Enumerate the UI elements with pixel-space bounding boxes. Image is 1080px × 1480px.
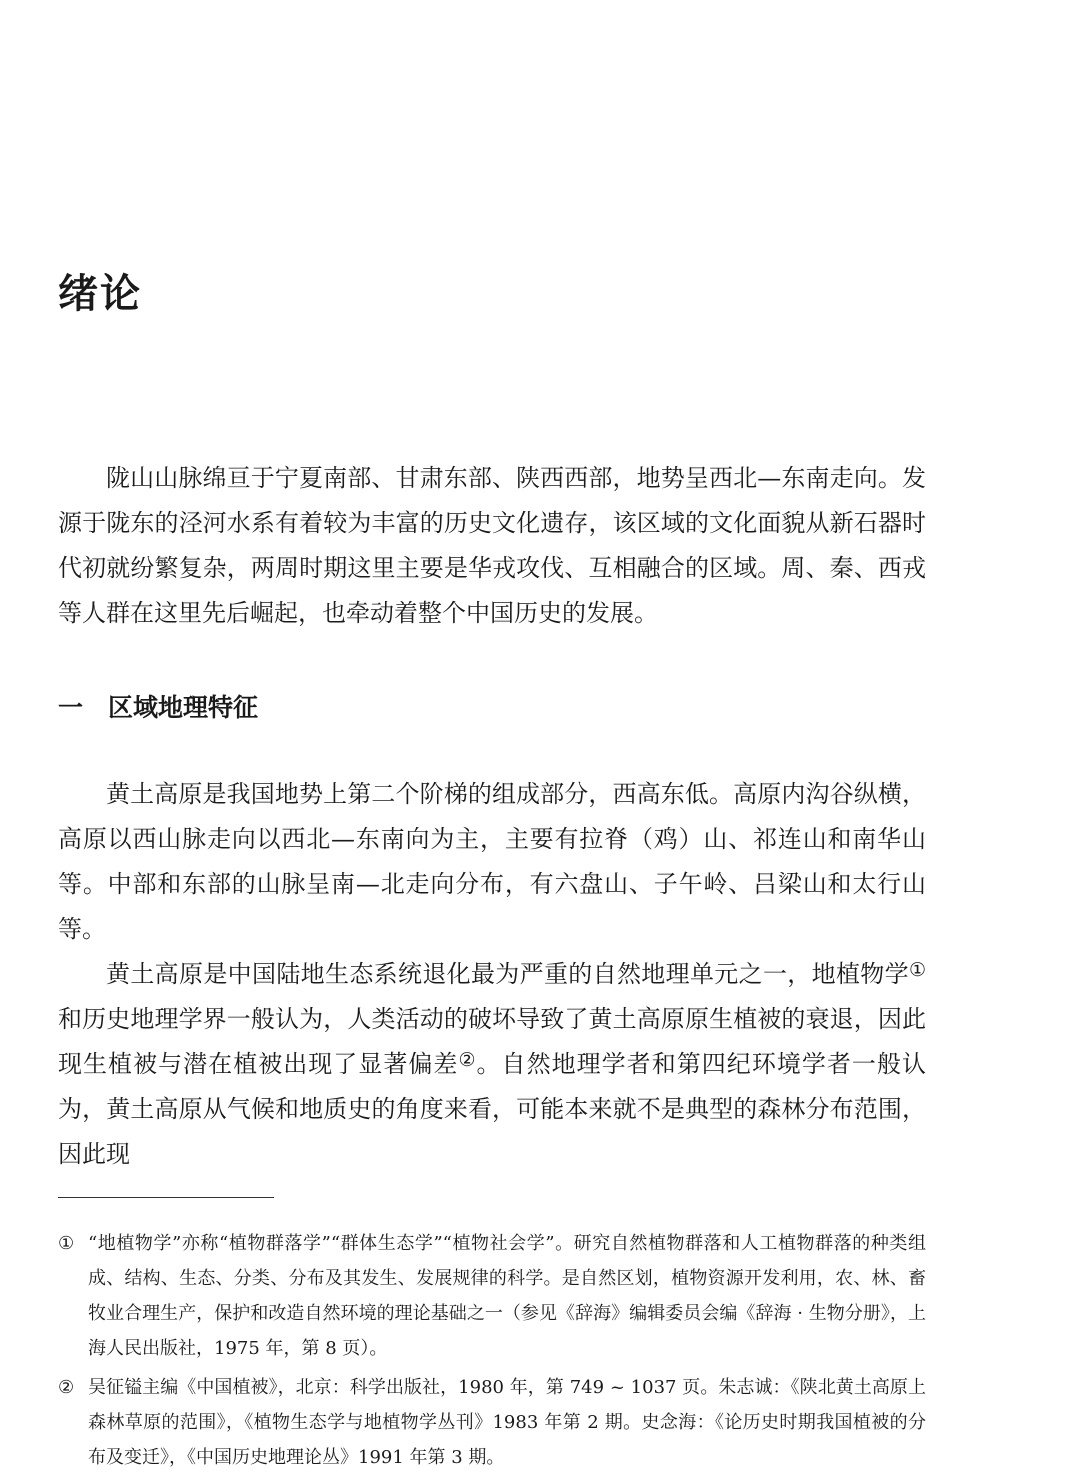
paragraph-text: 和历史地理学界一般认为，人类活动的破坏导致了黄土高原原生植被的衰退，因此现生植被与潜在植被出现了显著偏差 <box>58 1005 926 1078</box>
footnote-ref-1[interactable]: ① <box>908 959 926 981</box>
footnotes <box>58 1226 926 1479</box>
section-body <box>58 772 926 1177</box>
body-paragraph <box>58 952 926 1177</box>
body-paragraph: 黄土高原是我国地势上第二个阶梯的组成部分，西高东低。高原内沟谷纵横，高原以西山脉走向以西北—东南向为主，主要有拉脊（鸡）山、祁连山和南华山等。中部和东部的山脉呈南—北走向分布，有六盘山、子午岭、吕梁山和太行山等。 <box>58 780 926 943</box>
section-number: 一 <box>58 693 84 722</box>
intro-section <box>58 456 926 636</box>
paragraph-text: 。自然地理学者和第四纪环境学者一般认为，黄土高原从气候和地质史的角度来看，可能本来就不是典型的森林分布范围，因此现 <box>58 1050 926 1168</box>
footnote-2 <box>58 1370 926 1475</box>
chapter-title: 绪论 <box>58 271 142 317</box>
paragraph-text: 黄土高原是中国陆地生态系统退化最为严重的自然地理单元之一，地植物学 <box>106 960 909 988</box>
footnote-marker: ① <box>58 1233 75 1254</box>
section-heading <box>58 688 258 728</box>
footnote-marker: ② <box>58 1377 75 1398</box>
section-title: 区域地理特征 <box>108 693 259 722</box>
footnote-text: “地植物学”亦称“植物群落学”“群体生态学”“植物社会学”。研究自然植物群落和人工植物群落的种类组成、结构、生态、分类、分布及其发生、发展规律的科学。是自然区划，植物资源开发利用，农、林、畜牧业合理生产，保护和改造自然环境的理论基础之一（参见《辞海》编辑委员会编《辞海 · 生物分册》，上海人民出版社，1975 年，第 8 页）。 <box>88 1233 926 1359</box>
intro-paragraph: 陇山山脉绵亘于宁夏南部、甘肃东部、陕西西部，地势呈西北—东南走向。发源于陇东的泾河水系有着较为丰富的历史文化遗存，该区域的文化面貌从新石器时代初就纷繁复杂，两周时期这里主要是华戎攻伐、互相融合的区域。周、秦、西戎等人群在这里先后崛起，也牵动着整个中国历史的发展。 <box>58 464 926 627</box>
footnote-1 <box>58 1226 926 1366</box>
footnote-text: 吴征镒主编《中国植被》，北京：科学出版社，1980 年，第 749 ~ 1037 页。朱志诚：《陕北黄土高原上森林草原的范围》，《植物生态学与地植物学丛刊》1983 年第 2 期。史念海：《论历史时期我国植被的分布及变迁》，《中国历史地理论丛》1991 年第 3 期。 <box>88 1377 926 1468</box>
footnote-ref-2[interactable]: ② <box>458 1049 477 1071</box>
footnote-divider <box>58 1197 274 1198</box>
